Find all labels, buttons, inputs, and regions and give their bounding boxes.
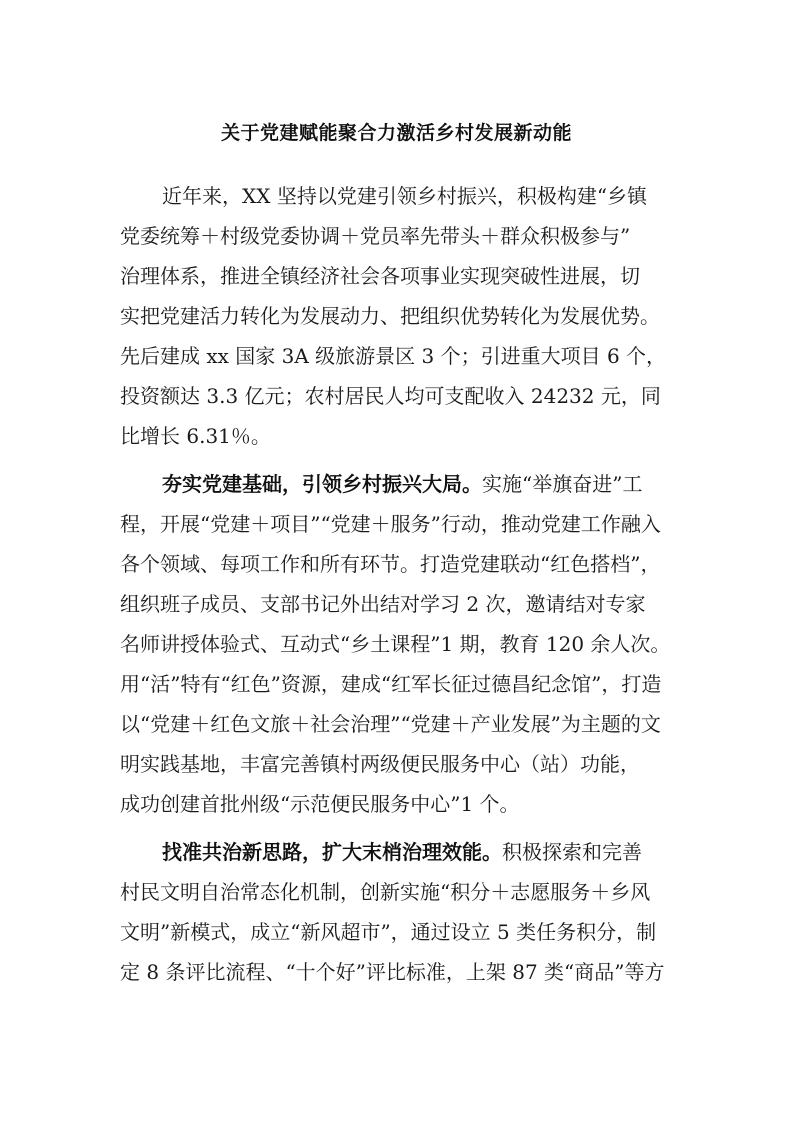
- paragraph-2-first-rest: 实施“举旗奋进”工: [482, 472, 643, 496]
- paragraph-1-line: 比增长 6.31％。: [120, 424, 271, 448]
- paragraph-2-line: 成功创建首批州级“示范便民服务中心”1 个。: [120, 792, 520, 816]
- document-body: [120, 176, 682, 992]
- paragraph-3-line: 文明”新模式，成立“新风超市”，通过设立 5 类任务积分，制: [120, 920, 657, 944]
- paragraph-2-lead: 夯实党建基础，引领乡村振兴大局。: [162, 472, 482, 496]
- paragraph-1-line: 投资额达 3.3 亿元；农村居民人均可支配收入 24232 元，同: [120, 384, 661, 408]
- paragraph-2-line: 程，开展“党建＋项目”“党建＋服务”行动，推动党建工作融入: [120, 512, 661, 536]
- paragraph-2-first-line: [120, 464, 682, 504]
- paragraph-2-line: 以“党建＋红色文旅＋社会治理”“党建＋产业发展”为主题的文: [120, 712, 661, 736]
- paragraph-2-line: 各个领域、每项工作和所有环节。打造党建联动“红色搭档”，: [120, 552, 661, 576]
- paragraph-1-line: 先后建成 xx 国家 3A 级旅游景区 3 个；引进重大项目 6 个，: [120, 344, 667, 368]
- paragraph-3-first-line: [120, 832, 682, 872]
- paragraph-3-lead: 找准共治新思路，扩大末梢治理效能。: [162, 840, 502, 864]
- paragraph-2-line: 明实践基地，丰富完善镇村两级便民服务中心（站）功能，: [120, 752, 640, 776]
- paragraph-gap: [120, 456, 682, 464]
- paragraph-3-first-rest: 积极探索和完善: [502, 840, 642, 864]
- paragraph-1-line: 治理体系，推进全镇经济社会各项事业实现突破性进展，切: [120, 264, 640, 288]
- paragraph-2-line: 用“活”特有“红色”资源，建成“红军长征过德昌纪念馆”，打造: [120, 672, 662, 696]
- paragraph-gap: [120, 824, 682, 832]
- paragraph-2-line: 名师讲授体验式、互动式“乡土课程”1 期，教育 120 余人次。: [120, 632, 671, 656]
- document-title: 关于党建赋能聚合力激活乡村发展新动能: [220, 122, 572, 144]
- paragraph-1-line: 党委统筹＋村级党委协调＋党员率先带头＋群众积极参与”: [120, 224, 631, 248]
- paragraph-3-line: 村民文明自治常态化机制，创新实施“积分＋志愿服务＋乡风: [120, 880, 651, 904]
- paragraph-3-line: 定 8 条评比流程、“十个好”评比标准，上架 87 类“商品”等方: [120, 960, 665, 984]
- paragraph-1-line: 近年来，XX 坚持以党建引领乡村振兴，积极构建“乡镇: [162, 184, 648, 208]
- paragraph-1-line: 实把党建活力转化为发展动力、把组织优势转化为发展优势。: [120, 304, 660, 328]
- paragraph-2-line: 组织班子成员、支部书记外出结对学习 2 次，邀请结对专家: [120, 592, 646, 616]
